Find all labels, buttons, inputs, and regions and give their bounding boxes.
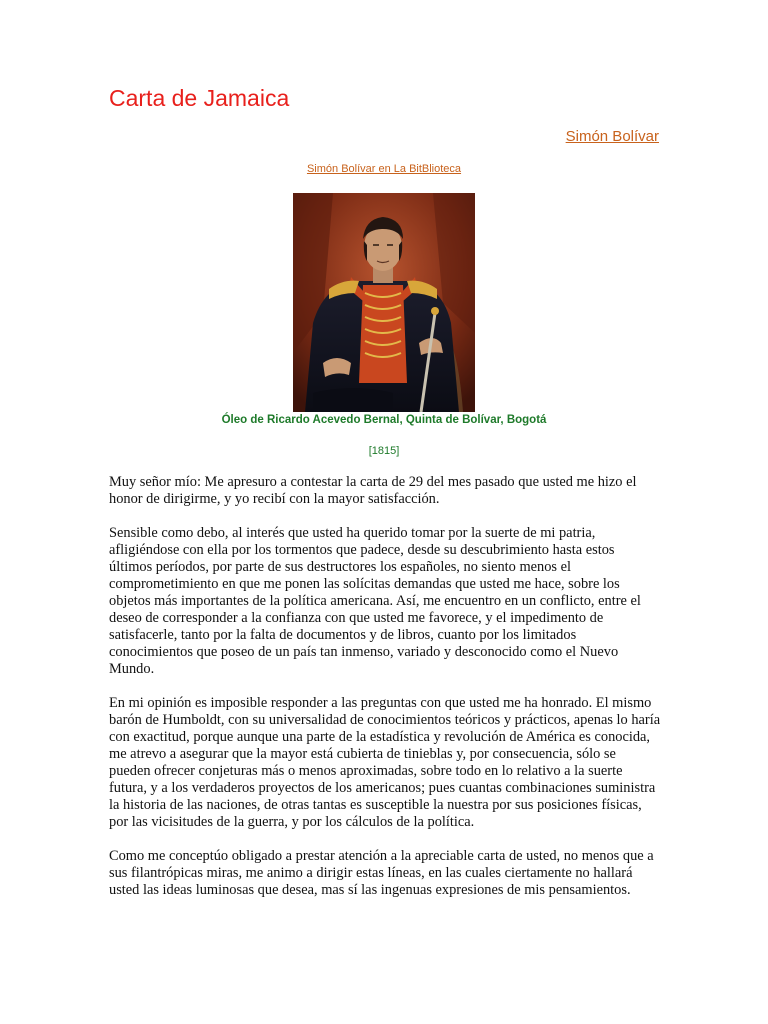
- page-title: Carta de Jamaica: [109, 85, 290, 111]
- paragraph: En mi opinión es imposible responder a las preguntas con que usted me ha honrado. El mismo barón de Humboldt, con su universalidad de conocimientos teóricos y prácticos, apenas lo haría con exactitud, porque aunque una parte de la estadística y revolución de América es conocida, me atrevo a asegurar que la mayor está cubierta de tinieblas y, por consecuencia, sólo se pueden ofrecer conjeturas más o menos aproximadas, sobre todo en lo relativo a la suerte futura, y a los verdaderos proyectos de los americanos; pues cuantas combinaciones suministra la historia de las naciones, de otras tantas es susceptible la nuestra por sus posiciones físicas, por las vicisitudes de la guerra, y por los cálculos de la política.: [109, 695, 661, 830]
- portrait-caption: Óleo de Ricardo Acevedo Bernal, Quinta de Bolívar, Bogotá: [221, 414, 547, 426]
- paragraph: Como me conceptúo obligado a prestar atención a la apreciable carta de usted, no menos que a sus filantrópicas miras, me animo a dirigir estas líneas, en las cuales ciertamente no hallará usted las ideas luminosas que desea, mas sí las ingenuas expresiones de mis pensamientos.: [109, 848, 654, 898]
- letter-body: [109, 474, 661, 916]
- library-link[interactable]: Simón Bolívar en La BitBlioteca: [306, 163, 462, 175]
- paragraph: Muy señor mío: Me apresuro a contestar la carta de 29 del mes pasado que usted me hizo el honor de dirigirme, y yo recibí con la mayor satisfacción.: [109, 474, 637, 507]
- paragraph: Sensible como debo, al interés que usted ha querido tomar por la suerte de mi patria, afligiéndose con ella por los tormentos que padece, desde su descubrimiento hasta estos últimos períodos, por parte de sus destructores los españoles, no siento menos el comprometimiento en que me ponen las solícitas demandas que usted me hace, sobre los objetos más importantes de la política americana. Así, me encuentro en un conflicto, entre el deseo de corresponder a la confianza con que usted me favorece, y el impedimento de satisfacerle, tanto por la falta de documentos y de libros, cuanto por los limitados conocimientos que poseo de un país tan inmenso, variado y desconocido como el Nuevo Mundo.: [109, 525, 641, 677]
- year-label: [1815]: [368, 445, 400, 457]
- author-link[interactable]: Simón Bolívar: [565, 128, 659, 145]
- portrait-image: [293, 193, 475, 412]
